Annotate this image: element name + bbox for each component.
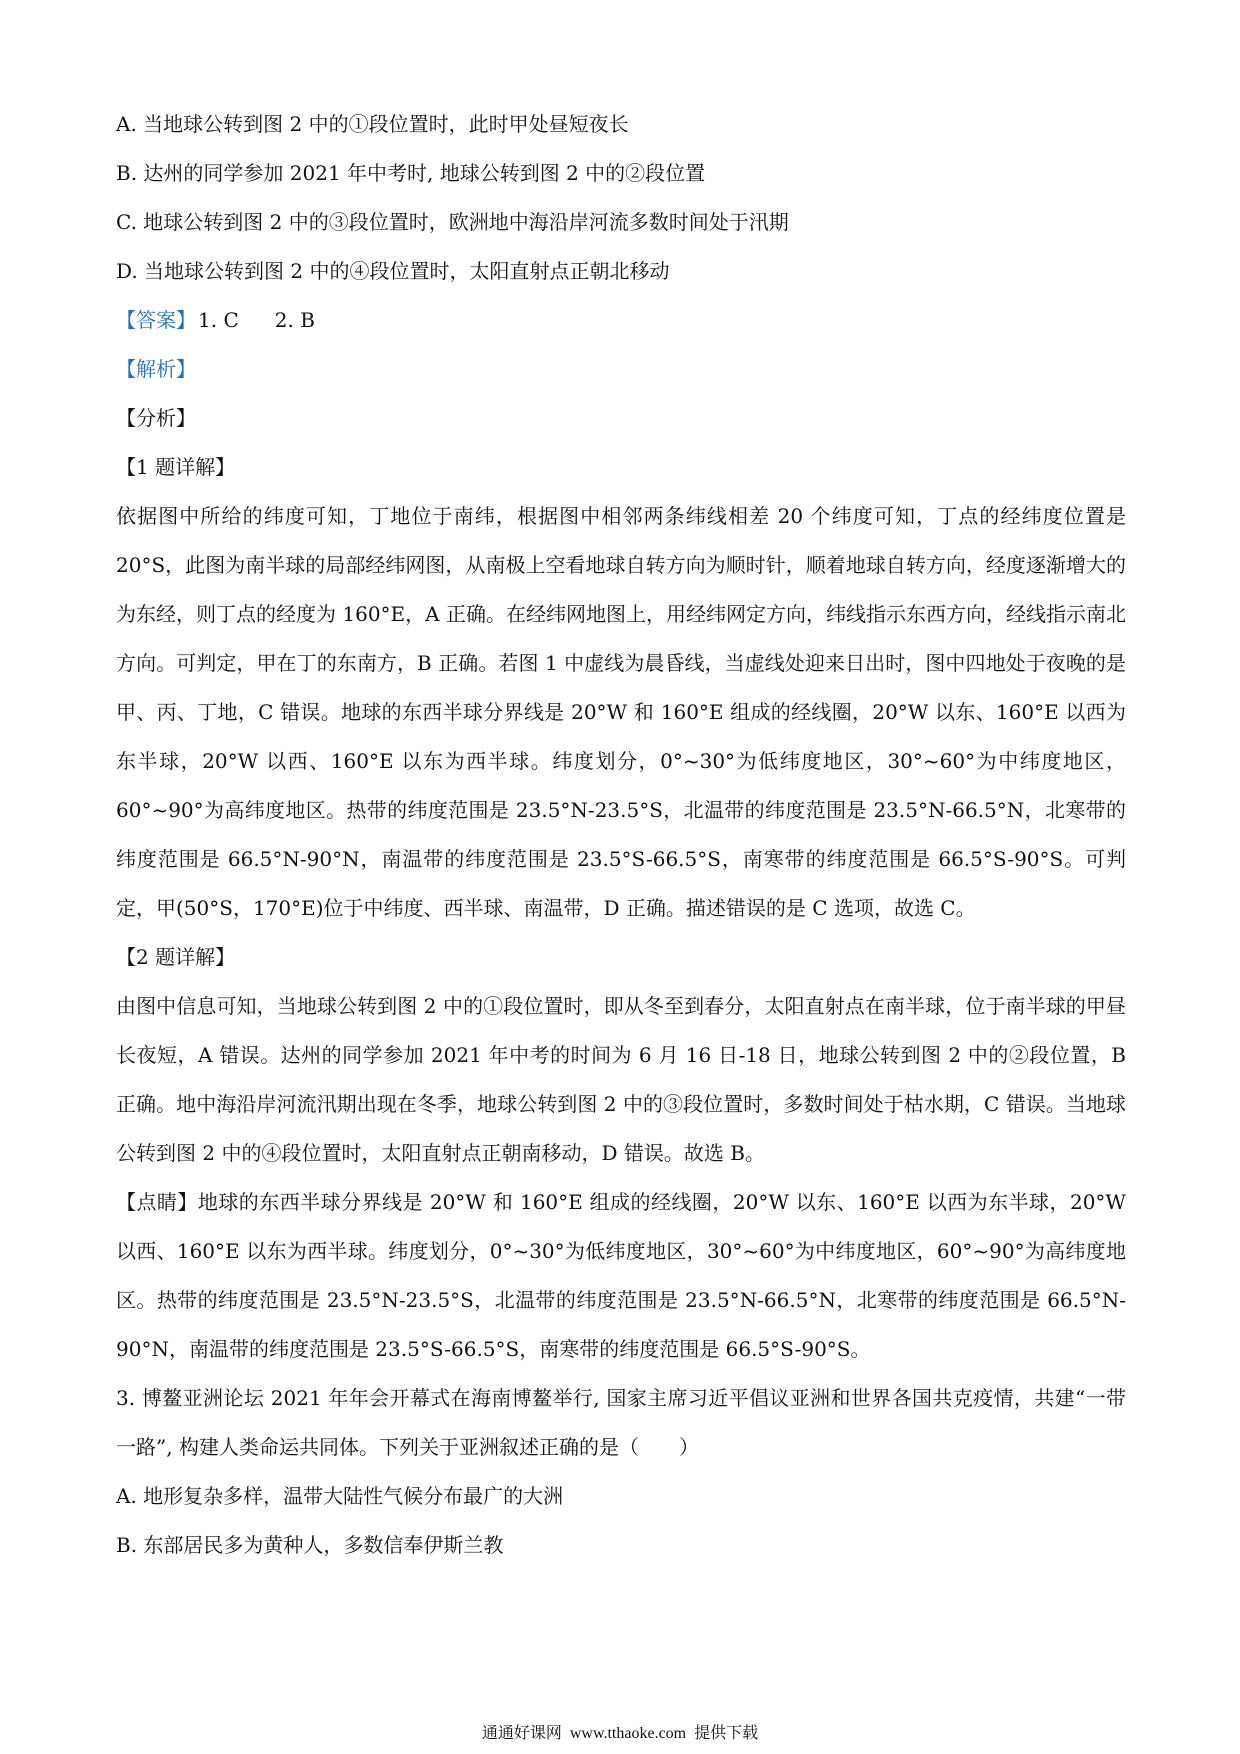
option-a-prev: A. 当地球公转到图 2 中的①段位置时，此时甲处昼短夜长 — [116, 112, 629, 136]
dianjing-paragraph — [116, 1178, 1126, 1374]
footer-url: www.tthaoke.com — [569, 1725, 687, 1742]
q2-detail-text: 由图中信息可知，当地球公转到图 2 中的①段位置时，即从冬至到春分，太阳直射点在南半球，位于南半球的甲昼长夜短，A 错误。达州的同学参加 2021 年中考的时间为 6 月 16 日-18 日，地球公转到图 2 中的②段位置，B 正确。地中海沿岸河流汛期出现在冬季，地球公转到图 2 中的③段位置时，多数时间处于枯水期，C 错误。当地球公转到图 2 中的④段位置时，太阳直射点正朝南移动，D 错误。故选 B。 — [116, 994, 1126, 1165]
q3-stem: 3. 博鳌亚洲论坛 2021 年年会开幕式在海南博鳌举行, 国家主席习近平倡议亚洲和世界各国共克疫情，共建“一带一路”, 构建人类命运共同体。下列关于亚洲叙述正确的是（ ） — [116, 1386, 1126, 1459]
answer-first: 1. C — [198, 308, 239, 332]
page-footer — [0, 1722, 1240, 1745]
analysis-label: 【解析】 — [116, 357, 196, 381]
q3-option-a: A. 地形复杂多样，温带大陆性气候分布最广的大洲 — [116, 1484, 564, 1508]
answer-label: 【答案】 — [116, 308, 196, 332]
q1-detail-label: 【1 题详解】 — [116, 455, 236, 479]
dianjing-label: 【点睛】 — [116, 1190, 198, 1214]
answer-second: 2. B — [274, 308, 315, 332]
q2-detail-label: 【2 题详解】 — [116, 945, 236, 969]
option-b-prev: B. 达州的同学参加 2021 年中考时, 地球公转到图 2 中的②段位置 — [116, 161, 706, 185]
footer-site-name: 通通好课网 — [481, 1723, 562, 1742]
q1-detail-text: 依据图中所给的纬度可知，丁地位于南纬，根据图中相邻两条纬线相差 20 个纬度可知，丁点的经纬度位置是 20°S，此图为南半球的局部经纬网图，从南极上空看地球自转方向为顺时针，顺着地球自转方向，经度逐渐增大的为东经，则丁点的经度为 160°E，A 正确。在经纬网地图上，用经纬网定方向，纬线指示东西方向，经线指示南北方向。可判定，甲在丁的东南方，B 正确。若图 1 中虚线为晨昏线，当虚线处迎来日出时，图中四地处于夜晚的是甲、丙、丁地，C 错误。地球的东西半球分界线是 20°W 和 160°E 组成的经线圈，20°W 以东、160°E 以西为东半球，20°W 以西、160°E 以东为西半球。纬度划分，0°~30°为低纬度地区，30°~60°为中纬度地区，60°~90°为高纬度地区。热带的纬度范围是 23.5°N-23.5°S，北温带的纬度范围是 23.5°N-66.5°N，北寒带的纬度范围是 66.5°N-90°N，南温带的纬度范围是 23.5°S-66.5°S，南寒带的纬度范围是 66.5°S-90°S。可判定，甲(50°S，170°E)位于中纬度、西半球、南温带，D 正确。描述错误的是 C 选项，故选 C。 — [116, 504, 1126, 920]
answer-line — [116, 296, 1126, 345]
dianjing-text: 地球的东西半球分界线是 20°W 和 160°E 组成的经线圈，20°W 以东、160°E 以西为东半球，20°W 以西、160°E 以东为西半球。纬度划分，0°~30°为低纬度地区，30°~60°为中纬度地区，60°~90°为高纬度地区。热带的纬度范围是 23.5°N-23.5°S，北温带的纬度范围是 23.5°N-66.5°N，北寒带的纬度范围是 66.5°N-90°N，南温带的纬度范围是 23.5°S-66.5°S，南寒带的纬度范围是 66.5°S-90°S。 — [116, 1190, 1126, 1361]
q3-option-b: B. 东部居民多为黄种人，多数信奉伊斯兰教 — [116, 1533, 504, 1557]
footer-download-text: 提供下载 — [694, 1723, 759, 1742]
option-d-prev: D. 当地球公转到图 2 中的④段位置时，太阳直射点正朝北移动 — [116, 259, 670, 283]
document-page — [116, 100, 1126, 1570]
option-c-prev: C. 地球公转到图 2 中的③段位置时，欧洲地中海沿岸河流多数时间处于汛期 — [116, 210, 789, 234]
fenxi-label: 【分析】 — [116, 406, 196, 430]
